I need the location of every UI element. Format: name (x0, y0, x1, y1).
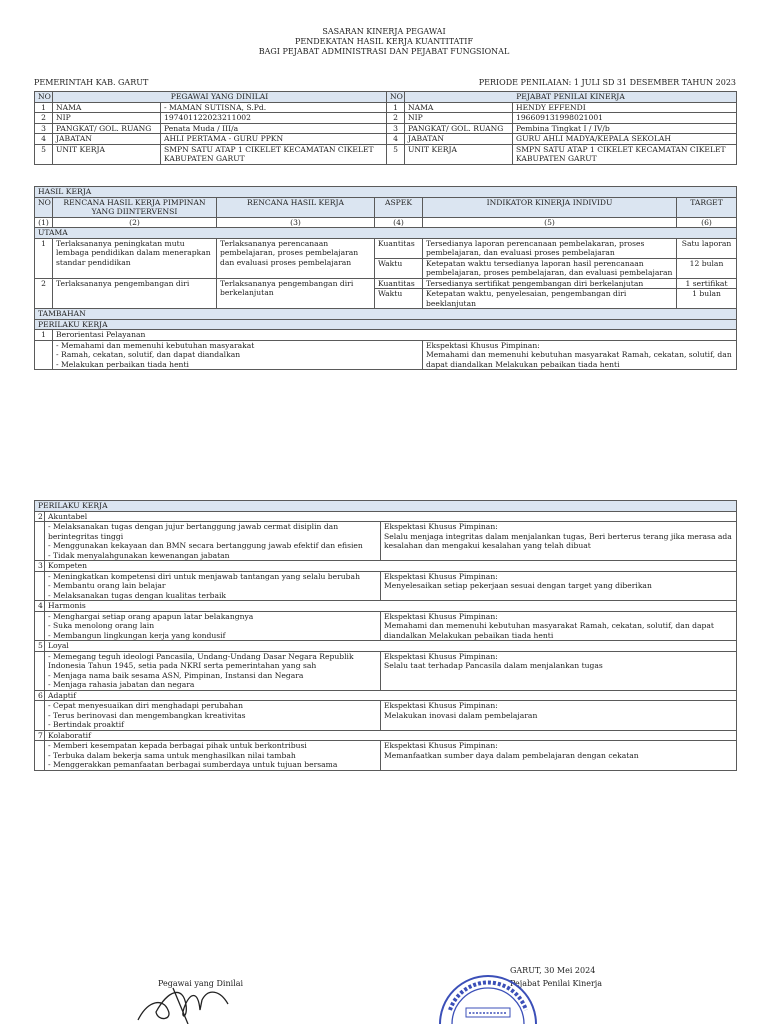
behavior-points (45, 571, 381, 601)
behavior-point: - Menggerakkan pemanfaatan berbagai sumberdaya untuk tujuan bersama (48, 760, 338, 769)
section-title: HASIL KERJA (35, 187, 737, 198)
field-label: NIP (405, 113, 513, 124)
assessor-value: GURU AHLI MADYA/KEPALA SEKOLAH (513, 134, 737, 145)
field-label: PANGKAT/ GOL. RUANG (405, 123, 513, 134)
blank-cell (35, 522, 45, 561)
field-label: JABATAN (405, 134, 513, 145)
identity-row (35, 113, 737, 124)
blank-cell (35, 651, 45, 690)
behavior-point: - Menjaga nama baik sesama ASN, Pimpinan, Instansi dan Negara (48, 670, 304, 680)
work-results-table (34, 186, 737, 370)
header-leader-plan: RENCANA HASIL KERJA PIMPINAN YANG DIINTERVENSI (53, 197, 217, 217)
assessed-value: 197401122023211002 (161, 113, 387, 124)
row-number: 2 (35, 278, 53, 309)
assessed-value: SMPN SATU ATAP 1 CIKELET KECAMATAN CIKELET KABUPATEN GARUT (161, 144, 387, 164)
behavior-point: - Terus berinovasi dan mengembangkan kreativitas (48, 710, 246, 720)
official-seal (436, 972, 540, 1024)
subsection-title: TAMBAHAN (35, 309, 737, 320)
behavior-title: Akuntabel (45, 511, 737, 522)
blank-cell (35, 340, 53, 370)
assessed-value: - MAMAN SUTISNA, S.Pd. (161, 102, 387, 113)
leader-expectation (381, 701, 737, 731)
col-no: NO (387, 92, 405, 103)
behavior-point: - Memahami dan memenuhi kebutuhan masyarakat (56, 340, 255, 350)
field-label: PANGKAT/ GOL. RUANG (53, 123, 161, 134)
behavior-title: Kolaboratif (45, 730, 737, 741)
behavior-title-row (35, 511, 737, 522)
header-plan: RENCANA HASIL KERJA (217, 197, 375, 217)
identity-row (35, 102, 737, 113)
field-label: UNIT KERJA (405, 144, 513, 164)
indicator: Tersedianya laporan perencanaan pembelakaran, proses pembelajaran, dan evaluasi proses pembelajaran (423, 238, 677, 258)
behavior-point: - Melaksanakan tugas dengan jujur bertanggung jawab cermat disiplin dan berintegritas tinggi (48, 522, 339, 541)
document-header (0, 27, 768, 57)
assessed-value: AHLI PERTAMA - GURU PPKN (161, 134, 387, 145)
header-subtitle: PENDEKATAN HASIL KERJA KUANTITATIF (294, 37, 474, 46)
expectation-text: Menyelesaikan setiap pekerjaan sesuai dengan target yang diberikan (384, 581, 652, 590)
row-number: 1 (35, 102, 53, 113)
leader-expectation (381, 651, 737, 690)
target: 1 sertifikat (677, 278, 737, 289)
identity-row (35, 134, 737, 145)
behavior-detail-row (35, 340, 737, 370)
leader-expectation (381, 522, 737, 561)
leader-plan: Terlaksananya pengembangan diri (53, 278, 217, 309)
col-no: NO (35, 92, 53, 103)
row-number: 2 (35, 113, 53, 124)
behavior-detail-row (35, 651, 737, 690)
behavior-point: - Menggunakan kekayaan dan BMN secara bertanggung jawab efektif dan efisien (48, 541, 363, 550)
row-number: 4 (35, 601, 45, 612)
indicator: Tersedianya sertifikat pengembangan diri berkelanjutan (423, 278, 677, 289)
aspect: Waktu (375, 289, 423, 309)
row-number: 3 (35, 561, 45, 572)
row-number: 4 (35, 134, 53, 145)
behavior-title: Loyal (45, 641, 737, 652)
expectation-label: Ekspektasi Khusus Pimpinan: (384, 701, 498, 710)
row-number: 7 (35, 730, 45, 741)
meta-row (34, 78, 736, 87)
aspect: Kuantitas (375, 238, 423, 258)
row-number: 3 (35, 123, 53, 134)
row-number: 1 (35, 330, 53, 341)
work-result-row (35, 278, 737, 289)
expectation-label: Ekspektasi Khusus Pimpinan: (384, 522, 498, 531)
behavior-title: Harmonis (45, 601, 737, 612)
behavior-title: Kompeten (45, 561, 737, 572)
row-number: 4 (387, 134, 405, 145)
behavior-detail-row (35, 522, 737, 561)
behavior-points (45, 741, 381, 771)
behavior-title: Adaptif (45, 690, 737, 701)
expectation-text: Selalu menjaga integritas dalam menjalankan tugas, Beri berterus terang jika merasa ada kesalahan dan mengakui kesalahan yang telah dibuat (384, 531, 732, 550)
assessed-signature-label: Pegawai yang Dinilai (158, 979, 244, 988)
row-number: 1 (387, 102, 405, 113)
work-result-row (35, 238, 737, 258)
behavior-title: Berorientasi Pelayanan (53, 330, 737, 341)
behavior-title-row (35, 330, 737, 341)
header-no: NO (35, 197, 53, 217)
signature-date: GARUT, 30 Mei 2024 (510, 966, 596, 975)
row-number: 2 (387, 113, 405, 124)
behavior-point: - Melakukan perbaikan tiada henti (56, 359, 189, 369)
header-subtitle-2: BAGI PEJABAT ADMINISTRASI DAN PEJABAT FUNGSIONAL (258, 47, 510, 56)
period-label: PERIODE PENILAIAN: 1 JULI SD 31 DESEMBER TAHUN 2023 (478, 78, 736, 87)
behavior-point: - Memegang teguh ideologi Pancasila, Undang-Undang Dasar Negara Republik Indonesia Tahun 1945, setia pada NKRI serta pemerintahan yang sah (48, 651, 354, 670)
behavior-point: - Memberi kesempatan kepada berbagai pihak untuk berkontribusi (48, 741, 307, 750)
assessor-value: 196609131998021001 (513, 113, 737, 124)
target: 1 bulan (677, 289, 737, 309)
field-label: NIP (53, 113, 161, 124)
expectation-label: Ekspektasi Khusus Pimpinan: (384, 571, 498, 581)
blank-cell (35, 741, 45, 771)
work-behavior-table (34, 500, 737, 771)
behavior-detail-row (35, 701, 737, 731)
expectation-label: Ekspektasi Khusus Pimpinan: (384, 741, 498, 750)
row-number: 5 (35, 144, 53, 164)
aspect: Kuantitas (375, 278, 423, 289)
row-number: 5 (35, 641, 45, 652)
behavior-points (45, 611, 381, 641)
behavior-title-row (35, 601, 737, 612)
behavior-detail-row (35, 741, 737, 771)
target: Satu laporan (677, 238, 737, 258)
behavior-title-row (35, 641, 737, 652)
leader-expectation (381, 741, 737, 771)
header-aspect: ASPEK (375, 197, 423, 217)
expectation-label: Ekspektasi Khusus Pimpinan: (384, 651, 498, 661)
expectation-text: Memanfaatkan sumber daya dalam pembelajaran dengan cekatan (384, 750, 639, 760)
assessor-value: Pembina Tingkat I / IV/b (513, 123, 737, 134)
target: 12 bulan (677, 258, 737, 278)
header-title: SASARAN KINERJA PEGAWAI (322, 27, 446, 36)
work-plan: Terlaksananya pengembangan diri berkelanjutan (217, 278, 375, 309)
identity-row (35, 144, 737, 164)
row-number: 1 (35, 238, 53, 278)
column-number: (6) (677, 217, 737, 228)
behavior-points (45, 522, 381, 561)
column-number: (2) (53, 217, 217, 228)
row-number: 5 (387, 144, 405, 164)
expectation-label: Ekspektasi Khusus Pimpinan: (426, 340, 540, 350)
blank-cell (35, 611, 45, 641)
leader-expectation (381, 571, 737, 601)
header-indicator: INDIKATOR KINERJA INDIVIDU (423, 197, 677, 217)
identity-row (35, 123, 737, 134)
assessor-signature-label: Pejabat Penilai Kinerja (510, 979, 603, 988)
column-number: (4) (375, 217, 423, 228)
behavior-point: - Melaksanakan tugas dengan kualitas terbaik (48, 590, 227, 600)
row-number: 6 (35, 690, 45, 701)
behavior-detail-row (35, 611, 737, 641)
expectation-text: Memahami dan memenuhi kebutuhan masyarakat Ramah, cekatan, solutif, dan dapat diandalkan Melakukan pebaikan tiada henti (384, 621, 714, 640)
government-label: PEMERINTAH KAB. GARUT (34, 78, 149, 87)
blank-cell (35, 701, 45, 731)
assessor-title: PEJABAT PENILAI KINERJA (405, 92, 737, 103)
handwritten-signature (128, 980, 248, 1024)
behavior-point: - Menghargai setiap orang apapun latar belakangnya (48, 611, 254, 621)
assessed-employee-title: PEGAWAI YANG DINILAI (53, 92, 387, 103)
behavior-title-row (35, 730, 737, 741)
behavior-title-row (35, 561, 737, 572)
column-number: (1) (35, 217, 53, 228)
subsection-title: UTAMA (35, 228, 737, 239)
field-label: UNIT KERJA (53, 144, 161, 164)
identity-table (34, 91, 737, 165)
leader-expectation (423, 340, 737, 370)
expectation-text: Melakukan inovasi dalam pembelajaran (384, 710, 538, 720)
leader-plan: Terlaksananya peningkatan mutu lembaga pendidikan dalam menerapkan standar pendidikan (53, 238, 217, 278)
column-number: (3) (217, 217, 375, 228)
behavior-point: - Suka menolong orang lain (48, 621, 155, 630)
behavior-point: - Meningkatkan kompetensi diri untuk menjawab tantangan yang selalu berubah (48, 571, 360, 581)
aspect: Waktu (375, 258, 423, 278)
behavior-point: - Membantu orang lain belajar (48, 581, 166, 590)
behavior-point: - Ramah, cekatan, solutif, dan dapat diandalkan (56, 350, 241, 359)
blank-cell (35, 571, 45, 601)
row-number: 2 (35, 511, 45, 522)
assessor-value: SMPN SATU ATAP 1 CIKELET KECAMATAN CIKELET KABUPATEN GARUT (513, 144, 737, 164)
section-title: PERILAKU KERJA (35, 501, 737, 512)
assessed-value: Penata Muda / III/a (161, 123, 387, 134)
assessor-value: HENDY EFFENDI (513, 102, 737, 113)
field-label: NAMA (405, 102, 513, 113)
expectation-label: Ekspektasi Khusus Pimpinan: (384, 611, 498, 621)
field-label: JABATAN (53, 134, 161, 145)
behavior-points (45, 701, 381, 731)
section-title: PERILAKU KERJA (35, 319, 737, 330)
behavior-points (53, 340, 423, 370)
row-number: 3 (387, 123, 405, 134)
indicator: Ketepatan waktu tersedianya laporan hasil perencanaan pembelajaran, proses pembelajaran, dan evaluasi pembelajaran (423, 258, 677, 278)
field-label: NAMA (53, 102, 161, 113)
behavior-point: - Tidak menyalahgunakan kewenangan jabatan (48, 550, 230, 560)
behavior-point: - Menjaga rahasia jabatan dan negara (48, 680, 195, 689)
header-target: TARGET (677, 197, 737, 217)
behavior-points (45, 651, 381, 690)
indicator: Ketepatan waktu, penyelesaian, pengembangan diri beeklanjutan (423, 289, 677, 309)
behavior-point: - Bertindak proaktif (48, 720, 124, 729)
behavior-point: - Cepat menyesuaikan diri menghadapi perubahan (48, 701, 243, 710)
behavior-title-row (35, 690, 737, 701)
column-number: (5) (423, 217, 677, 228)
expectation-text: Memahami dan memenuhi kebutuhan masyarakat Ramah, cekatan, solutif, dan dapat diandalkan Melakukan pebaikan tiada henti (426, 350, 732, 369)
behavior-detail-row (35, 571, 737, 601)
work-plan: Terlaksananya perencanaan pembelajaran, proses pembelajaran dan evaluasi proses pembelajaran (217, 238, 375, 278)
behavior-point: - Membangun lingkungan kerja yang kondusif (48, 630, 226, 640)
leader-expectation (381, 611, 737, 641)
expectation-text: Selalu taat terhadap Pancasila dalam menjalankan tugas (384, 661, 603, 670)
behavior-point: - Terbuka dalam bekerja sama untuk menghasilkan nilai tambah (48, 750, 296, 760)
